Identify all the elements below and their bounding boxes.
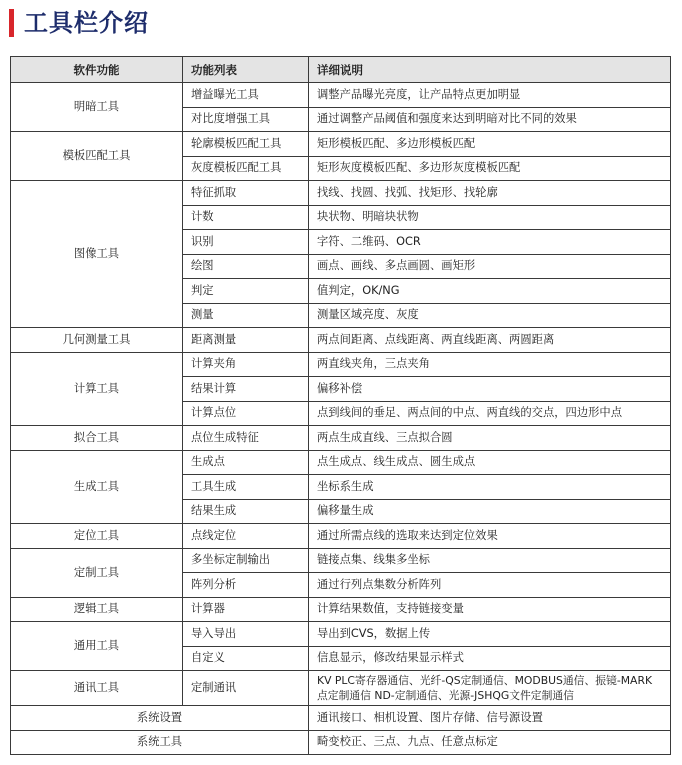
feature-cell: 点线定位 <box>183 524 309 549</box>
description-cell: 偏移量生成 <box>309 499 671 524</box>
description-cell: 通过行列点集数分析阵列 <box>309 573 671 598</box>
feature-cell: 自定义 <box>183 646 309 671</box>
feature-cell: 绘图 <box>183 254 309 279</box>
feature-cell: 对比度增强工具 <box>183 107 309 132</box>
category-cell: 定制工具 <box>11 548 183 597</box>
feature-cell: 识别 <box>183 230 309 255</box>
category-cell: 拟合工具 <box>11 426 183 451</box>
table-row <box>11 524 671 549</box>
feature-cell: 阵列分析 <box>183 573 309 598</box>
title-accent-bar <box>9 9 14 37</box>
merged-category-cell: 系统工具 <box>11 730 309 755</box>
description-cell: 导出到CVS，数据上传 <box>309 622 671 647</box>
description-cell: 通过所需点线的选取来达到定位效果 <box>309 524 671 549</box>
description-cell: 找线、找圆、找弧、找矩形、找轮廓 <box>309 181 671 206</box>
feature-cell: 工具生成 <box>183 475 309 500</box>
page-header <box>0 0 682 56</box>
category-cell: 明暗工具 <box>11 83 183 132</box>
page-title: 工具栏介绍 <box>24 9 149 37</box>
description-cell: KV PLC寄存器通信、光纤-QS定制通信、MODBUS通信、振镜-MARK点定制通信 ND-定制通信、光源-JSHQG文件定制通信 <box>309 671 671 706</box>
feature-cell: 灰度模板匹配工具 <box>183 156 309 181</box>
description-cell: 计算结果数值，支持链接变量 <box>309 597 671 622</box>
category-cell: 逻辑工具 <box>11 597 183 622</box>
category-cell: 计算工具 <box>11 352 183 426</box>
feature-cell: 多坐标定制输出 <box>183 548 309 573</box>
feature-cell: 计算夹角 <box>183 352 309 377</box>
feature-cell: 轮廓模板匹配工具 <box>183 132 309 157</box>
table-row <box>11 132 671 157</box>
feature-cell: 测量 <box>183 303 309 328</box>
description-cell: 值判定，OK/NG <box>309 279 671 304</box>
description-cell: 信息显示，修改结果显示样式 <box>309 646 671 671</box>
table-row <box>11 548 671 573</box>
table-row <box>11 671 671 706</box>
category-cell: 定位工具 <box>11 524 183 549</box>
header-description: 详细说明 <box>309 57 671 83</box>
description-cell: 两点生成直线、三点拟合圆 <box>309 426 671 451</box>
description-cell: 畸变校正、三点、九点、任意点标定 <box>309 730 671 755</box>
feature-cell: 导入导出 <box>183 622 309 647</box>
category-cell: 通讯工具 <box>11 671 183 706</box>
category-cell: 模板匹配工具 <box>11 132 183 181</box>
feature-cell: 结果生成 <box>183 499 309 524</box>
table-row <box>11 730 671 755</box>
description-cell: 通过调整产品阈值和强度来达到明暗对比不同的效果 <box>309 107 671 132</box>
description-cell: 点到线间的垂足、两点间的中点、两直线的交点，四边形中点 <box>309 401 671 426</box>
feature-cell: 增益曝光工具 <box>183 83 309 108</box>
table-row <box>11 450 671 475</box>
table-row <box>11 328 671 353</box>
description-cell: 点生成点、线生成点、圆生成点 <box>309 450 671 475</box>
description-cell: 偏移补偿 <box>309 377 671 402</box>
table-row <box>11 706 671 731</box>
description-cell: 画点、画线、多点画圆、画矩形 <box>309 254 671 279</box>
header-feature-list: 功能列表 <box>183 57 309 83</box>
feature-cell: 计算器 <box>183 597 309 622</box>
description-cell: 矩形灰度模板匹配、多边形灰度模板匹配 <box>309 156 671 181</box>
merged-category-cell: 系统设置 <box>11 706 309 731</box>
table-row <box>11 426 671 451</box>
feature-cell: 特征抓取 <box>183 181 309 206</box>
description-cell: 块状物、明暗块状物 <box>309 205 671 230</box>
table-row <box>11 352 671 377</box>
description-cell: 两直线夹角，三点夹角 <box>309 352 671 377</box>
description-cell: 调整产品曝光亮度，让产品特点更加明显 <box>309 83 671 108</box>
description-cell: 测量区域亮度、灰度 <box>309 303 671 328</box>
feature-cell: 点位生成特征 <box>183 426 309 451</box>
category-cell: 几何测量工具 <box>11 328 183 353</box>
description-cell: 坐标系生成 <box>309 475 671 500</box>
feature-cell: 距离测量 <box>183 328 309 353</box>
description-cell: 链接点集、线集多坐标 <box>309 548 671 573</box>
tool-table <box>10 56 671 755</box>
feature-cell: 生成点 <box>183 450 309 475</box>
category-cell: 通用工具 <box>11 622 183 671</box>
feature-cell: 定制通讯 <box>183 671 309 706</box>
description-cell: 字符、二维码、OCR <box>309 230 671 255</box>
header-software-function: 软件功能 <box>11 57 183 83</box>
table-row <box>11 597 671 622</box>
category-cell: 图像工具 <box>11 181 183 328</box>
description-cell: 矩形模板匹配、多边形模板匹配 <box>309 132 671 157</box>
table-row <box>11 622 671 647</box>
table-header-row <box>11 57 671 83</box>
description-cell: 通讯接口、相机设置、图片存储、信号源设置 <box>309 706 671 731</box>
table-row <box>11 181 671 206</box>
description-cell: 两点间距离、点线距离、两直线距离、两圆距离 <box>309 328 671 353</box>
feature-cell: 判定 <box>183 279 309 304</box>
feature-cell: 结果计算 <box>183 377 309 402</box>
table-row <box>11 83 671 108</box>
category-cell: 生成工具 <box>11 450 183 524</box>
feature-cell: 计算点位 <box>183 401 309 426</box>
feature-cell: 计数 <box>183 205 309 230</box>
